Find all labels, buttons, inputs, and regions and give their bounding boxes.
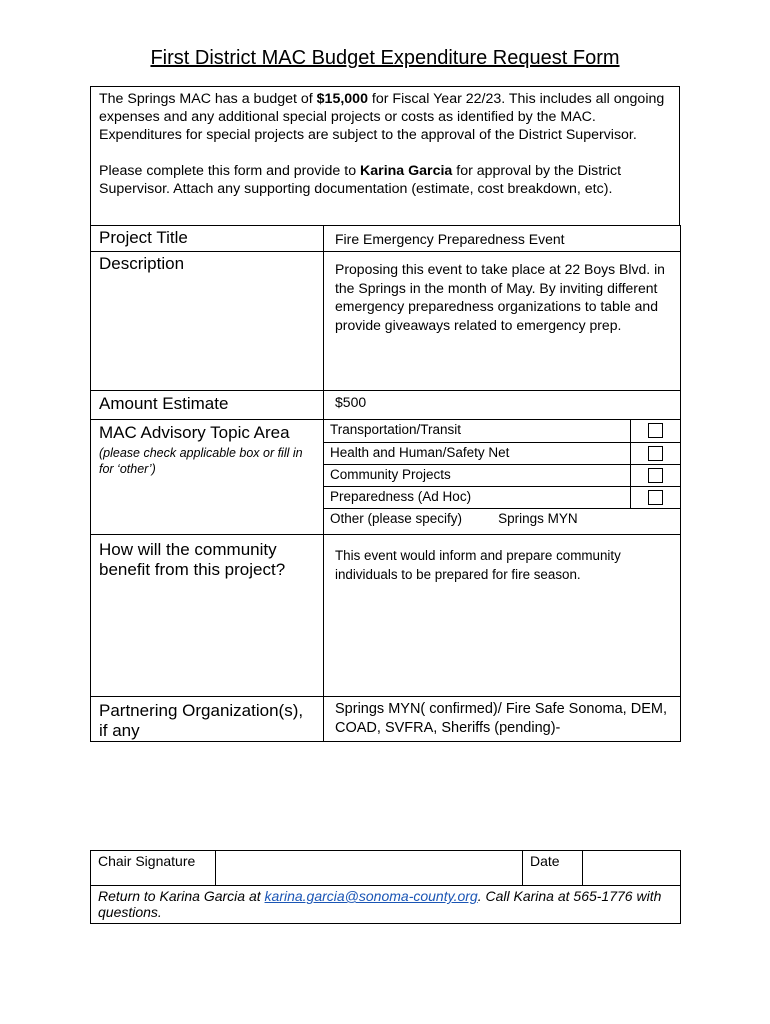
intro-budget-paragraph: The Springs MAC has a budget of $15,000 for Fiscal Year 22/23. This includes all ongoing expenses and any additional special projects or costs as identified by the MAC. Expenditures for special projects are subject to the approval of the District Supervisor.	[99, 91, 665, 143]
contact-name: Karina Garcia	[360, 163, 453, 179]
description-label: Description	[91, 252, 324, 391]
project-title-field[interactable]: Fire Emergency Preparedness Event	[324, 226, 681, 252]
page-title: First District MAC Budget Expenditure Request Form	[150, 47, 620, 69]
other-field[interactable]: Springs MYN	[498, 510, 578, 526]
amount-label: Amount Estimate	[91, 391, 324, 420]
topic-option-label: Transportation/Transit	[324, 420, 630, 442]
topic-option-label: Preparedness (Ad Hoc)	[324, 486, 630, 508]
description-field[interactable]: Proposing this event to take place at 22 Boys Blvd. in the Springs in the month of May. By inviting different emergency preparedness organizations to table and provide giveaways related to emergency prep.	[324, 252, 681, 391]
checkbox-preparedness[interactable]	[648, 490, 663, 505]
footer-note: Return to Karina Garcia at karina.garcia@sonoma-county.org. Call Karina at 565-1776 with questions.	[91, 886, 681, 924]
topic-option	[324, 486, 680, 508]
intro-box	[90, 86, 680, 226]
amount-field[interactable]: $500	[324, 391, 681, 420]
chair-signature-field[interactable]	[216, 851, 523, 886]
checkbox-transportation[interactable]	[648, 423, 663, 438]
topic-option	[324, 442, 680, 464]
partners-field[interactable]: Springs MYN( confirmed)/ Fire Safe Sonoma, DEM, COAD, SVFRA, Sheriffs (pending)-	[324, 697, 681, 742]
partners-row	[91, 697, 681, 742]
topic-hint: (please check applicable box or fill in for ‘other’)	[99, 446, 303, 476]
project-title-row	[91, 226, 681, 252]
topic-other-row	[324, 508, 680, 527]
email-link[interactable]: karina.garcia@sonoma-county.org	[264, 888, 478, 904]
topic-option-label: Health and Human/Safety Net	[324, 442, 630, 464]
checkbox-health[interactable]	[648, 446, 663, 461]
other-label: Other (please specify)	[330, 510, 463, 526]
topic-option	[324, 464, 680, 486]
topic-options	[324, 420, 680, 527]
amount-row	[91, 391, 681, 420]
budget-amount: $15,000	[316, 91, 368, 107]
checkbox-community[interactable]	[648, 468, 663, 483]
topic-option	[324, 420, 680, 442]
benefit-row	[91, 535, 681, 697]
request-form-table	[90, 225, 681, 742]
benefit-label: How will the community benefit from this project?	[91, 535, 324, 697]
topic-options-cell	[324, 420, 681, 535]
intro-instructions-paragraph: Please complete this form and provide to Karina Garcia for approval by the District Supervisor. Attach any supporting documentation (estimate, cost breakdown, etc).	[99, 163, 622, 197]
project-title-label: Project Title	[91, 226, 324, 252]
footer-row	[91, 886, 681, 924]
topic-label: MAC Advisory Topic Area	[99, 423, 290, 442]
partners-label: Partnering Organization(s), if any	[91, 697, 324, 742]
topic-option-label: Community Projects	[324, 464, 630, 486]
date-field[interactable]	[583, 851, 681, 886]
signature-row	[91, 851, 681, 886]
topic-row	[91, 420, 681, 535]
date-label: Date	[523, 851, 583, 886]
chair-signature-label: Chair Signature	[91, 851, 216, 886]
topic-label-cell	[91, 420, 324, 535]
signature-table	[90, 850, 681, 924]
description-row	[91, 252, 681, 391]
benefit-field[interactable]: This event would inform and prepare community individuals to be prepared for fire season.	[324, 535, 681, 697]
